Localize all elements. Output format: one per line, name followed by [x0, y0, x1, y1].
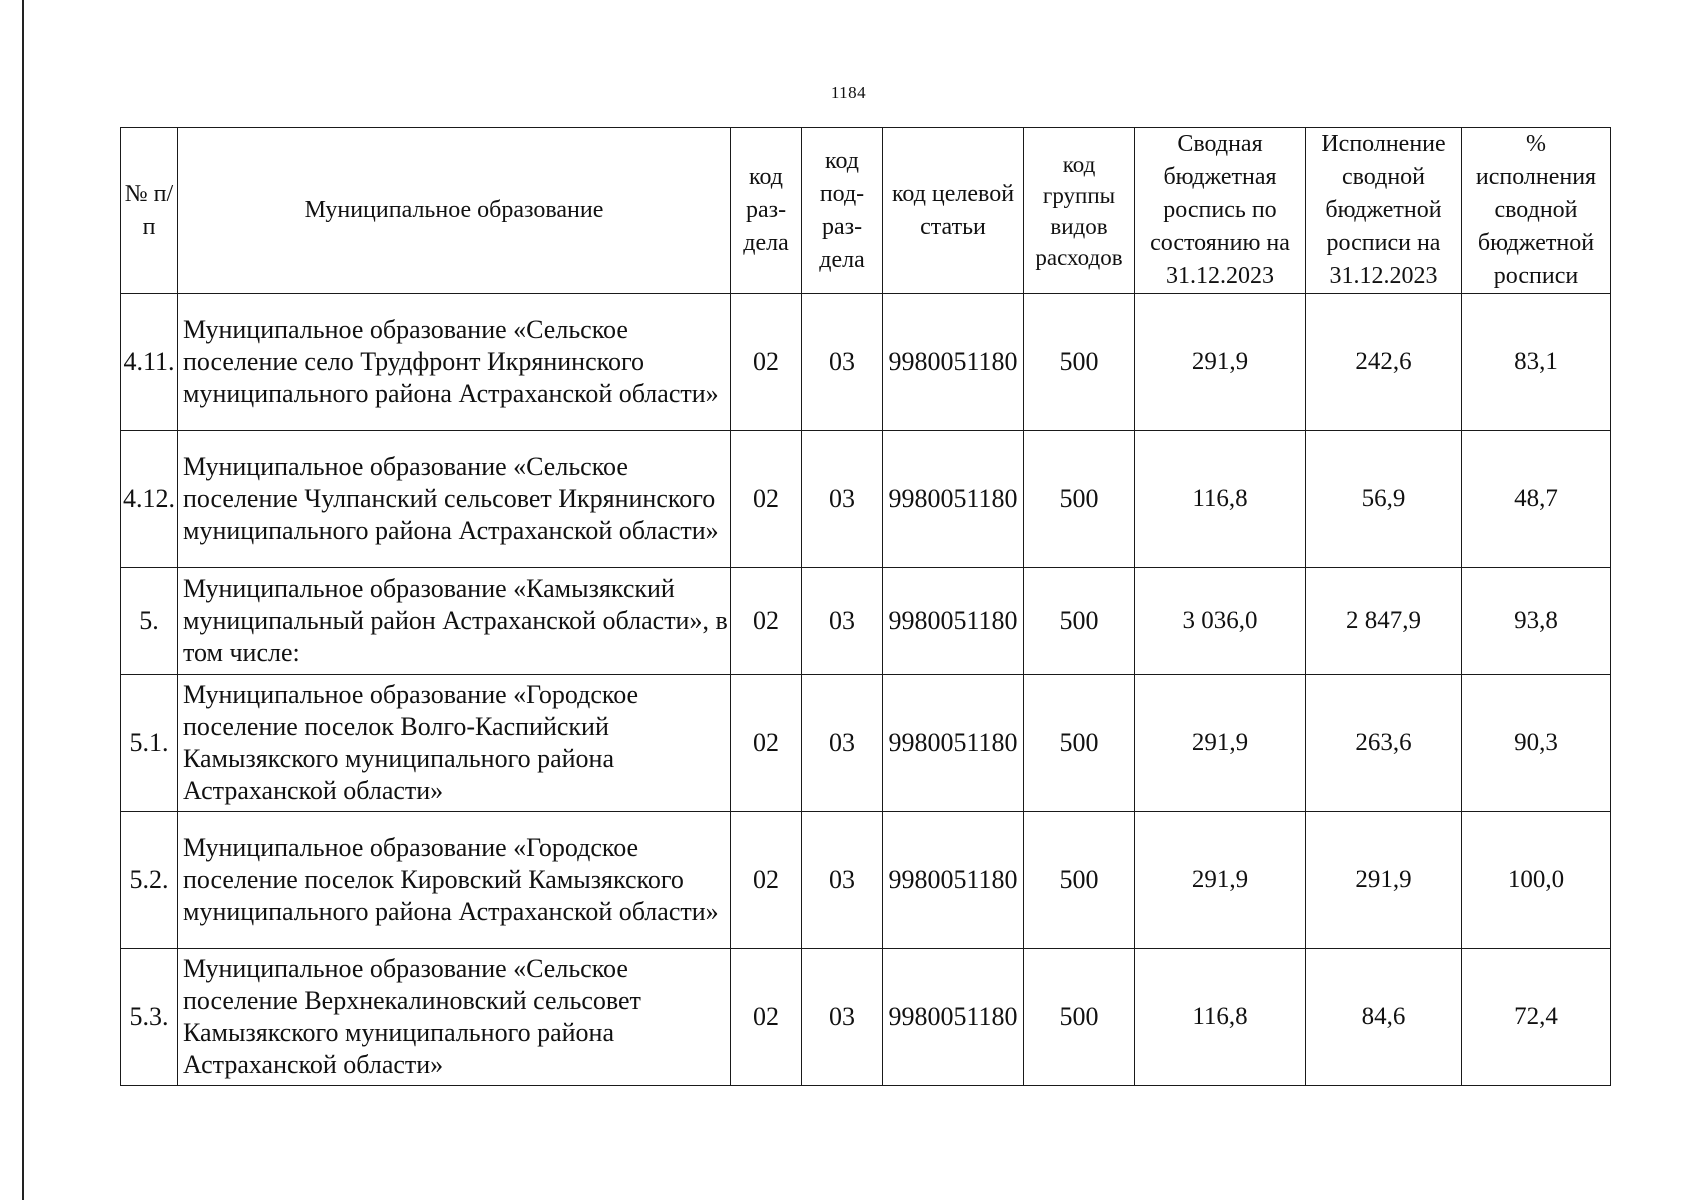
row-exec: 56,9 [1306, 431, 1462, 568]
row-exec: 263,6 [1306, 675, 1462, 812]
row-exec: 84,6 [1306, 949, 1462, 1086]
row-percent: 72,4 [1462, 949, 1611, 1086]
row-exec: 291,9 [1306, 812, 1462, 949]
row-target: 9980051180 [883, 431, 1024, 568]
table-header-row [121, 128, 1611, 294]
row-podrazdel: 03 [802, 812, 883, 949]
table-row [121, 294, 1611, 431]
row-razdel: 02 [731, 812, 802, 949]
row-target: 9980051180 [883, 949, 1024, 1086]
header-budget-execution: Исполнение сводной бюджетной росписи на 31.12.2023 [1306, 128, 1462, 294]
row-municipality: Муниципальное образование «Камызякский муниципальный район Астраханской области», в том числе: [178, 568, 731, 675]
header-budget-plan: Сводная бюджетная роспись по состоянию на 31.12.2023 [1135, 128, 1306, 294]
row-municipality: Муниципальное образование «Сельское поселение село Трудфронт Икрянинского муниципального района Астраханской области» [178, 294, 731, 431]
header-expense-group-code: код группы видов расходов [1024, 128, 1135, 294]
row-percent: 93,8 [1462, 568, 1611, 675]
row-target: 9980051180 [883, 294, 1024, 431]
header-num: № п/п [121, 128, 178, 294]
row-group: 500 [1024, 949, 1135, 1086]
row-num: 5.3. [121, 949, 178, 1086]
row-plan: 116,8 [1135, 949, 1306, 1086]
row-plan: 291,9 [1135, 294, 1306, 431]
table-row [121, 812, 1611, 949]
row-municipality: Муниципальное образование «Сельское поселение Верхнекалиновский сельсовет Камызякского муниципального района Астраханской области» [178, 949, 731, 1086]
row-group: 500 [1024, 568, 1135, 675]
row-percent: 48,7 [1462, 431, 1611, 568]
row-podrazdel: 03 [802, 431, 883, 568]
row-municipality: Муниципальное образование «Городское поселение поселок Кировский Камызякского муниципального района Астраханской области» [178, 812, 731, 949]
row-percent: 100,0 [1462, 812, 1611, 949]
row-exec: 242,6 [1306, 294, 1462, 431]
row-percent: 90,3 [1462, 675, 1611, 812]
table-row [121, 568, 1611, 675]
row-num: 5.2. [121, 812, 178, 949]
header-razdel-code: код раз-дела [731, 128, 802, 294]
row-group: 500 [1024, 294, 1135, 431]
header-municipality: Муниципальное образование [178, 128, 731, 294]
row-plan: 291,9 [1135, 812, 1306, 949]
row-razdel: 02 [731, 949, 802, 1086]
row-razdel: 02 [731, 431, 802, 568]
row-razdel: 02 [731, 294, 802, 431]
row-group: 500 [1024, 431, 1135, 568]
row-municipality: Муниципальное образование «Сельское поселение Чулпанский сельсовет Икрянинского муниципального района Астраханской области» [178, 431, 731, 568]
row-num: 5. [121, 568, 178, 675]
header-podrazdel-code: код под-раз-дела [802, 128, 883, 294]
row-group: 500 [1024, 812, 1135, 949]
row-plan: 3 036,0 [1135, 568, 1306, 675]
row-podrazdel: 03 [802, 675, 883, 812]
row-podrazdel: 03 [802, 294, 883, 431]
row-target: 9980051180 [883, 675, 1024, 812]
scan-edge-line [22, 0, 24, 1200]
row-municipality: Муниципальное образование «Городское поселение поселок Волго-Каспийский Камызякского муниципального района Астраханской области» [178, 675, 731, 812]
row-num: 5.1. [121, 675, 178, 812]
row-exec: 2 847,9 [1306, 568, 1462, 675]
row-group: 500 [1024, 675, 1135, 812]
row-target: 9980051180 [883, 812, 1024, 949]
budget-execution-table [120, 127, 1611, 1086]
table-row [121, 431, 1611, 568]
row-podrazdel: 03 [802, 568, 883, 675]
page-number: 1184 [830, 83, 867, 102]
row-num: 4.11. [121, 294, 178, 431]
table-row [121, 949, 1611, 1086]
header-target-code: код целевой статьи [883, 128, 1024, 294]
row-razdel: 02 [731, 568, 802, 675]
row-razdel: 02 [731, 675, 802, 812]
row-num: 4.12. [121, 431, 178, 568]
header-execution-percent: % исполнения сводной бюджетной росписи [1462, 128, 1611, 294]
row-target: 9980051180 [883, 568, 1024, 675]
row-podrazdel: 03 [802, 949, 883, 1086]
row-plan: 291,9 [1135, 675, 1306, 812]
table-row [121, 675, 1611, 812]
row-plan: 116,8 [1135, 431, 1306, 568]
row-percent: 83,1 [1462, 294, 1611, 431]
